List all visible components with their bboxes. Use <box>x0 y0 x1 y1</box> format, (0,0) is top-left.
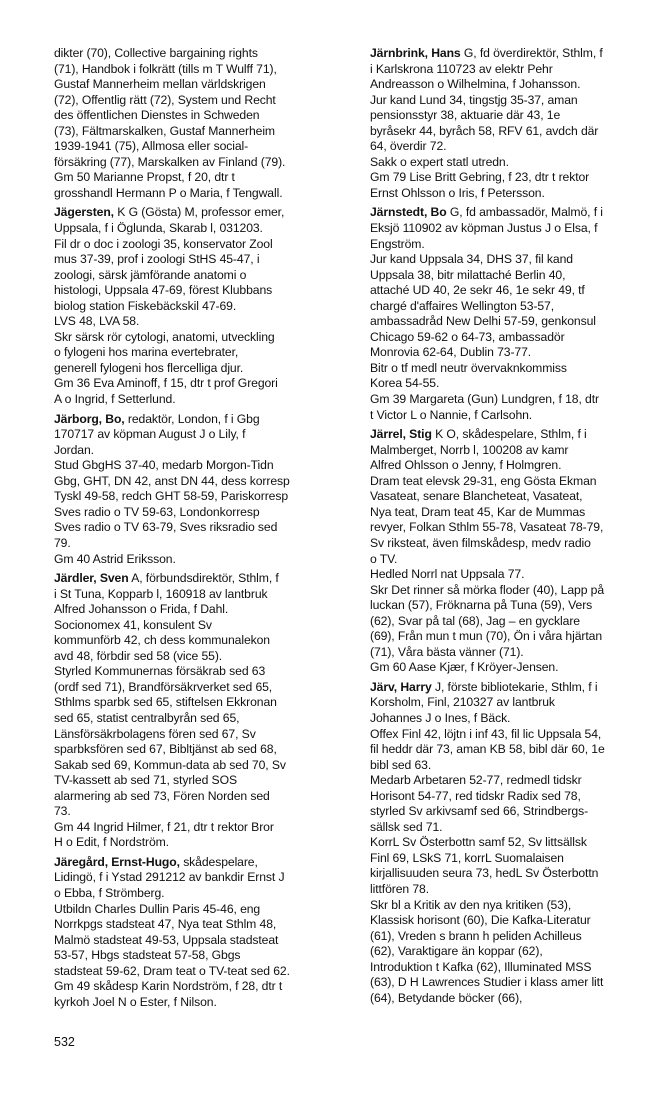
entry-line <box>370 299 666 315</box>
entry-line <box>370 695 666 711</box>
entry-line <box>370 758 666 774</box>
entry-text: o Ebba, f Strömberg. <box>54 885 165 900</box>
entry-line <box>54 587 354 603</box>
entry-line <box>370 929 666 945</box>
entry-text: Finl 69, LSkS 71, korrL Suomalaisen <box>370 850 564 865</box>
entry-line <box>54 870 354 886</box>
entry-text: Introduktion t Kafka (62), Illuminated MSS <box>370 959 592 974</box>
entry-line <box>370 567 666 583</box>
entry-text: sällsk sed 71. <box>370 819 443 834</box>
biography-entry <box>370 205 666 423</box>
entry-line <box>370 960 666 976</box>
entry-line <box>54 77 354 93</box>
entry-line <box>370 392 666 408</box>
entry-line <box>54 633 354 649</box>
entry-text: pensionsstyr 38, aktuarie där 43, 1e <box>370 108 561 123</box>
biography-entry <box>54 205 354 407</box>
entry-line <box>370 866 666 882</box>
entry-line <box>370 583 666 599</box>
entry-line <box>54 680 354 696</box>
entry-line <box>370 314 666 330</box>
entry-text: A, förbundsdirektör, Sthlm, f <box>128 571 279 586</box>
entry-text: Gm 39 Margareta (Gun) Lundgren, f 18, dtr <box>370 392 599 407</box>
entry-line <box>54 252 354 268</box>
entry-text: Hedled Norrl nat Uppsala 77. <box>370 567 525 582</box>
entry-line <box>54 221 354 237</box>
entry-text: TV-kassett ab sed 71, styrled SOS <box>54 773 237 788</box>
entry-text: 64, överdir 72. <box>370 139 447 154</box>
entry-name: Jägersten, <box>54 205 114 220</box>
biography-entry <box>54 855 354 1010</box>
entry-text: Styrled Kommunernas försäkrab sed 63 <box>54 664 266 679</box>
entry-line <box>370 268 666 284</box>
entry-line <box>370 345 666 361</box>
entry-text: Bitr o tf medl neutr övervaknkommiss <box>370 360 567 375</box>
entry-text: (71), Våra bästa vänner (71). <box>370 644 524 659</box>
entry-text: Jur kand Lund 34, tingstjg 35-37, aman <box>370 92 578 107</box>
entry-text: Sves radio o TV 63-79, Sves riksradio sed <box>54 520 278 535</box>
entry-text: G, fd ambassadör, Malmö, f i <box>446 205 603 220</box>
entry-line <box>54 742 354 758</box>
entry-line <box>370 186 666 202</box>
entry-line <box>370 283 666 299</box>
entry-text: kirjallisuuden seura 73, hedL Sv Österbottn <box>370 866 599 881</box>
entry-text: Gm 60 Aase Kjær, f Kröyer-Jensen. <box>370 660 559 675</box>
entry-line <box>370 944 666 960</box>
entry-line <box>370 598 666 614</box>
entry-text: t Victor L o Nannie, f Carlsohn. <box>370 407 533 422</box>
entry-text: bibl sed 63. <box>370 757 432 772</box>
entry-line <box>54 649 354 665</box>
entry-text: försäkring (77), Marskalken av Finland (79). <box>54 154 286 169</box>
entry-text: (64), Betydande böcker (66), <box>370 990 523 1005</box>
entry-text: skådespelare, <box>179 854 258 869</box>
entry-line <box>370 505 666 521</box>
entry-text: Gbg, GHT, DN 42, anst DN 44, dess korresp <box>54 473 290 488</box>
entry-text: des öffentlichen Dienstes in Schweden <box>54 108 260 123</box>
entry-text: avd 48, förbdir sed 58 (vice 55). <box>54 648 223 663</box>
entry-text: Klassisk horisont (60), Die Kafka-Literatur <box>370 913 591 928</box>
entry-line <box>54 902 354 918</box>
entry-text: styrled Sv arkivsamf sed 66, Strindbergs- <box>370 804 589 819</box>
entry-line <box>370 742 666 758</box>
entry-line <box>54 618 354 634</box>
biography-entry <box>370 680 666 1006</box>
entry-text: Sakab sed 69, Kommun-data ab sed 70, Sv <box>54 757 286 772</box>
entry-line <box>54 458 354 474</box>
entry-name: Järrel, Stig <box>370 427 432 442</box>
entry-text: revyer, Folkan Sthlm 55-78, Vasateat 78-79, <box>370 520 604 535</box>
entry-text: kommunförb 42, ch dess kommunalekon <box>54 633 270 648</box>
entry-line <box>54 237 354 253</box>
entry-text: Chicago 59-62 o 64-73, ambassadör <box>370 329 565 344</box>
entry-line <box>370 975 666 991</box>
entry-line <box>370 458 666 474</box>
entry-text: Sakk o expert statl utredn. <box>370 154 509 169</box>
entry-text: Engström. <box>370 236 425 251</box>
entry-line <box>54 345 354 361</box>
entry-text: luckan (57), Fröknarna på Tuna (59), Vers <box>370 598 593 613</box>
entry-text: Uppsala 38, bitr milattaché Berlin 40, <box>370 267 566 282</box>
entry-text: J, förste bibliotekarie, Sthlm, f i <box>431 679 598 694</box>
entry-text: dikter (70), Collective bargaining rights <box>54 46 258 60</box>
entry-text: (ordf sed 71), Brandförsäkrverket sed 65, <box>54 679 273 694</box>
entry-text: (61), Vreden s brann h peliden Achilleus <box>370 928 582 943</box>
entry-text: i Karlskrona 110723 av elektr Pehr <box>370 61 553 76</box>
entry-text: Eksjö 110902 av köpman Justus J o Elsa, f <box>370 221 598 236</box>
entry-text: Nya teat, Dram teat 45, Kar de Mummas <box>370 504 586 519</box>
entry-text: zoologi, särsk jämförande anatomi o <box>54 267 247 282</box>
entry-line <box>54 62 354 78</box>
entry-line <box>370 124 666 140</box>
entry-text: Lidingö, f i Ystad 291212 av bankdir Ernst J <box>54 870 285 885</box>
biography-entry <box>54 571 354 851</box>
biography-entry <box>54 412 354 567</box>
entry-text: Skr Det rinner så mörka floder (40), Lapp på <box>370 582 605 597</box>
entry-text: Sves radio o TV 59-63, Londonkorresp <box>54 504 260 519</box>
entry-line <box>370 991 666 1007</box>
entry-text: KorrL Sv Österbottn samf 52, Sv littsällsk <box>370 835 587 850</box>
entry-line <box>370 408 666 424</box>
entry-line <box>54 186 354 202</box>
entry-line <box>54 412 354 428</box>
entry-line <box>54 361 354 377</box>
entry-text: chargé d'affaires Wellington 53-57, <box>370 298 555 313</box>
entry-text: G, fd överdirektör, Sthlm, f <box>460 46 603 60</box>
entry-line <box>370 77 666 93</box>
entry-text: Malmberget, Norrb l, 100208 av kamr <box>370 442 569 457</box>
entry-text: generell fylogeni hos flercelliga djur. <box>54 360 244 375</box>
entry-line <box>370 361 666 377</box>
right-column <box>370 46 666 1010</box>
entry-line <box>54 330 354 346</box>
entry-line <box>54 299 354 315</box>
entry-text: Gm 79 Lise Britt Gebring, f 23, dtr t rektor <box>370 170 590 185</box>
entry-line <box>370 680 666 696</box>
entry-line <box>54 139 354 155</box>
entry-text: (71), Handbok i folkrätt (tills m T Wulff 71), <box>54 61 277 76</box>
entry-line <box>370 427 666 443</box>
entry-line <box>370 205 666 221</box>
entry-line <box>370 170 666 186</box>
entry-text: A o Ingrid, f Setterlund. <box>54 392 176 407</box>
entry-text: sparbksfören sed 67, Bibltjänst ab sed 68, <box>54 742 277 757</box>
entry-text: Gm 40 Astrid Eriksson. <box>54 551 176 566</box>
entry-line <box>54 443 354 459</box>
entry-line <box>370 474 666 490</box>
entry-text: H o Edit, f Nordström. <box>54 835 169 850</box>
entry-text: kyrkoh Joel N o Ester, f Nilson. <box>54 994 217 1009</box>
entry-text: mus 37-39, prof i zoologi StHS 45-47, i <box>54 252 260 267</box>
entry-line <box>370 804 666 820</box>
entry-name: Järnbrink, Hans <box>370 46 461 60</box>
entry-text: Vasateat, senare Blancheteat, Vasateat, <box>370 489 583 504</box>
entry-line <box>370 614 666 630</box>
entry-text: Malmö stadsteat 49-53, Uppsala stadsteat <box>54 932 279 947</box>
entry-text: grosshandl Hermann P o Maria, f Tengwall. <box>54 185 283 200</box>
entry-text: Horisont 54-77, red tidskr Radix sed 78, <box>370 788 581 803</box>
entry-text: ambassadråd New Delhi 57-59, genkonsul <box>370 314 596 329</box>
entry-line <box>54 602 354 618</box>
entry-text: Tyskl 49-58, redch GHT 58-59, Pariskorresp <box>54 489 289 504</box>
entry-text: alarmering ab sed 73, Fören Norden sed <box>54 788 270 803</box>
biography-entry <box>370 427 666 676</box>
entry-line <box>54 536 354 552</box>
entry-text: o TV. <box>370 551 398 566</box>
entry-line <box>54 855 354 871</box>
entry-line <box>370 221 666 237</box>
entry-line <box>370 330 666 346</box>
entry-text: (72), Offentlig rätt (72), System und Recht <box>54 92 276 107</box>
entry-text: Offex Finl 42, löjtn i inf 43, fil lic Uppsala 54, <box>370 726 602 741</box>
entry-text: o fylogeni hos marina evertebrater, <box>54 345 239 360</box>
entry-line <box>370 711 666 727</box>
entry-line <box>54 474 354 490</box>
entry-line <box>370 443 666 459</box>
entry-name: Järdler, Sven <box>54 571 129 586</box>
entry-text: Gm 49 skådesp Karin Nordström, f 28, dtr t <box>54 979 283 994</box>
entry-line <box>54 124 354 140</box>
entry-line <box>370 489 666 505</box>
entry-text: Gustaf Mannerheim mellan världskrigen <box>54 77 266 92</box>
entry-line <box>370 93 666 109</box>
entry-text: Fil dr o doc i zoologi 35, konservator Zool <box>54 236 273 251</box>
entry-text: Alfred Johansson o Frida, f Dahl. <box>54 602 229 617</box>
entry-line <box>370 536 666 552</box>
entry-line <box>54 727 354 743</box>
entry-text: histologi, Uppsala 47-69, förest Klubbans <box>54 283 273 298</box>
entry-line <box>54 505 354 521</box>
entry-line <box>54 917 354 933</box>
entry-text: Sv riksteat, även filmskådesp, medv radio <box>370 535 591 550</box>
entry-text: (62), Svar på tal (68), Jag – en gycklare <box>370 613 580 628</box>
entry-line <box>54 711 354 727</box>
entry-text: (69), Från mun t mun (70), Ön i våra hjärtan <box>370 629 602 644</box>
entry-text: 170717 av köpman August J o Lily, f <box>54 427 246 442</box>
entry-text: Korsholm, Finl, 210327 av lantbruk <box>370 695 555 710</box>
entry-line <box>54 695 354 711</box>
entry-line <box>370 727 666 743</box>
entry-line <box>54 93 354 109</box>
entry-line <box>54 268 354 284</box>
entry-text: Gm 50 Marianne Propst, f 20, dtr t <box>54 170 235 185</box>
entry-text: Skr särsk rör cytologi, anatomi, utveckling <box>54 329 275 344</box>
entry-line <box>54 314 354 330</box>
entry-text: Skr bl a Kritik av den nya kritiken (53), <box>370 897 572 912</box>
entry-text: attaché UD 40, 2e sekr 46, 1e sekr 49, tf <box>370 283 585 298</box>
entry-text: Andreasson o Wilhelmina, f Johansson. <box>370 77 581 92</box>
entry-text: Alfred Ohlsson o Jenny, f Holmgren. <box>370 458 562 473</box>
entry-line <box>54 283 354 299</box>
entry-line <box>54 948 354 964</box>
entry-line <box>370 645 666 661</box>
entry-line <box>370 820 666 836</box>
entry-text: Johannes J o Ines, f Bäck. <box>370 710 511 725</box>
entry-text: biolog station Fiskebäckskil 47-69. <box>54 298 237 313</box>
entry-line <box>370 155 666 171</box>
left-column <box>54 46 354 1014</box>
entry-line <box>54 979 354 995</box>
entry-text: (62), Varaktigare än koppar (62), <box>370 944 543 959</box>
page-number: 532 <box>54 1035 75 1049</box>
entry-line <box>54 46 354 62</box>
entry-text: (63), D H Lawrences Studier i klass amer litt <box>370 975 604 990</box>
entry-text: Socionomex 41, konsulent Sv <box>54 617 212 632</box>
entry-text: i St Tuna, Kopparb l, 160918 av lantbruk <box>54 586 268 601</box>
entry-text: Dram teat elevsk 29-31, eng Gösta Ekman <box>370 473 597 488</box>
entry-line <box>54 571 354 587</box>
entry-text: sed 65, statist centralbyrån sed 65, <box>54 710 240 725</box>
entry-line <box>54 520 354 536</box>
entry-text: Medarb Arbetaren 52-77, redmedl tidskr <box>370 773 582 788</box>
entry-line <box>54 758 354 774</box>
entry-text: Länsförsäkrbolagens fören sed 67, Sv <box>54 726 256 741</box>
entry-line <box>370 46 666 62</box>
entry-text: K G (Gösta) M, professor emer, <box>113 205 285 220</box>
entry-name: Järegård, Ernst-Hugo, <box>54 854 180 869</box>
entry-line <box>370 851 666 867</box>
entry-line <box>370 835 666 851</box>
entry-line <box>370 108 666 124</box>
entry-text: byråsekr 44, byråch 58, RFV 61, avdch där <box>370 123 599 138</box>
entry-text: 53-57, Hbgs stadsteat 57-58, Gbgs <box>54 948 241 963</box>
entry-line <box>54 886 354 902</box>
biography-entry-continued <box>54 46 354 201</box>
entry-text: K O, skådespelare, Sthlm, f i <box>431 427 587 442</box>
entry-line <box>54 995 354 1011</box>
entry-line <box>54 789 354 805</box>
entry-name: Järv, Harry <box>370 679 432 694</box>
entry-line <box>370 882 666 898</box>
entry-text: littfören 78. <box>370 881 429 896</box>
entry-line <box>370 139 666 155</box>
entry-line <box>54 155 354 171</box>
entry-line <box>54 835 354 851</box>
entry-line <box>54 664 354 680</box>
entry-text: (73), Fältmarskalken, Gustaf Mannerheim <box>54 123 275 138</box>
entry-line <box>370 898 666 914</box>
entry-text: Jur kand Uppsala 34, DHS 37, fil kand <box>370 252 573 267</box>
entry-text: 79. <box>54 535 71 550</box>
biography-entry <box>370 46 666 201</box>
entry-line <box>54 392 354 408</box>
entry-line <box>54 108 354 124</box>
entry-line <box>370 552 666 568</box>
entry-text: Monrovia 62-64, Dublin 73-77. <box>370 345 532 360</box>
entry-line <box>370 660 666 676</box>
entry-line <box>370 789 666 805</box>
entry-line <box>370 913 666 929</box>
entry-line <box>54 376 354 392</box>
entry-text: Utbildn Charles Dullin Paris 45-46, eng <box>54 901 261 916</box>
entry-line <box>54 933 354 949</box>
entry-line <box>370 773 666 789</box>
entry-text: fil heddr där 73, aman KB 58, bibl där 60, 1e <box>370 742 605 757</box>
entry-text: 1939-1941 (75), Allmosa eller social- <box>54 139 249 154</box>
entry-text: Sthlms sparbk sed 65, stiftelsen Ekkronan <box>54 695 277 710</box>
entry-line <box>54 964 354 980</box>
entry-line <box>370 376 666 392</box>
entry-line <box>54 552 354 568</box>
entry-line <box>370 62 666 78</box>
entry-line <box>54 170 354 186</box>
entry-line <box>370 520 666 536</box>
entry-line <box>54 804 354 820</box>
entry-text: stadsteat 59-62, Dram teat o TV-teat sed 62. <box>54 963 290 978</box>
entry-text: Norrkpgs stadsteat 47, Nya teat Sthlm 48, <box>54 917 277 932</box>
entry-line <box>54 205 354 221</box>
entry-line <box>54 820 354 836</box>
entry-text: 73. <box>54 804 71 819</box>
entry-text: Gm 44 Ingrid Hilmer, f 21, dtr t rektor Bror <box>54 819 274 834</box>
entry-line <box>54 773 354 789</box>
entry-text: Gm 36 Eva Aminoff, f 15, dtr t prof Gregori <box>54 376 278 391</box>
entry-name: Järborg, Bo, <box>54 411 125 426</box>
entry-line <box>54 427 354 443</box>
entry-line <box>370 252 666 268</box>
entry-line <box>54 489 354 505</box>
entry-line <box>370 237 666 253</box>
entry-text: Jordan. <box>54 442 94 457</box>
entry-text: Stud GbgHS 37-40, medarb Morgon-Tidn <box>54 458 274 473</box>
entry-text: Uppsala, f i Öglunda, Skarab l, 031203. <box>54 221 263 236</box>
entry-name: Järnstedt, Bo <box>370 205 447 220</box>
entry-text: Korea 54-55. <box>370 376 440 391</box>
entry-text: Ernst Ohlsson o Iris, f Petersson. <box>370 185 545 200</box>
entry-text: redaktör, London, f i Gbg <box>124 411 260 426</box>
entry-line <box>370 629 666 645</box>
entry-text: LVS 48, LVA 58. <box>54 314 140 329</box>
